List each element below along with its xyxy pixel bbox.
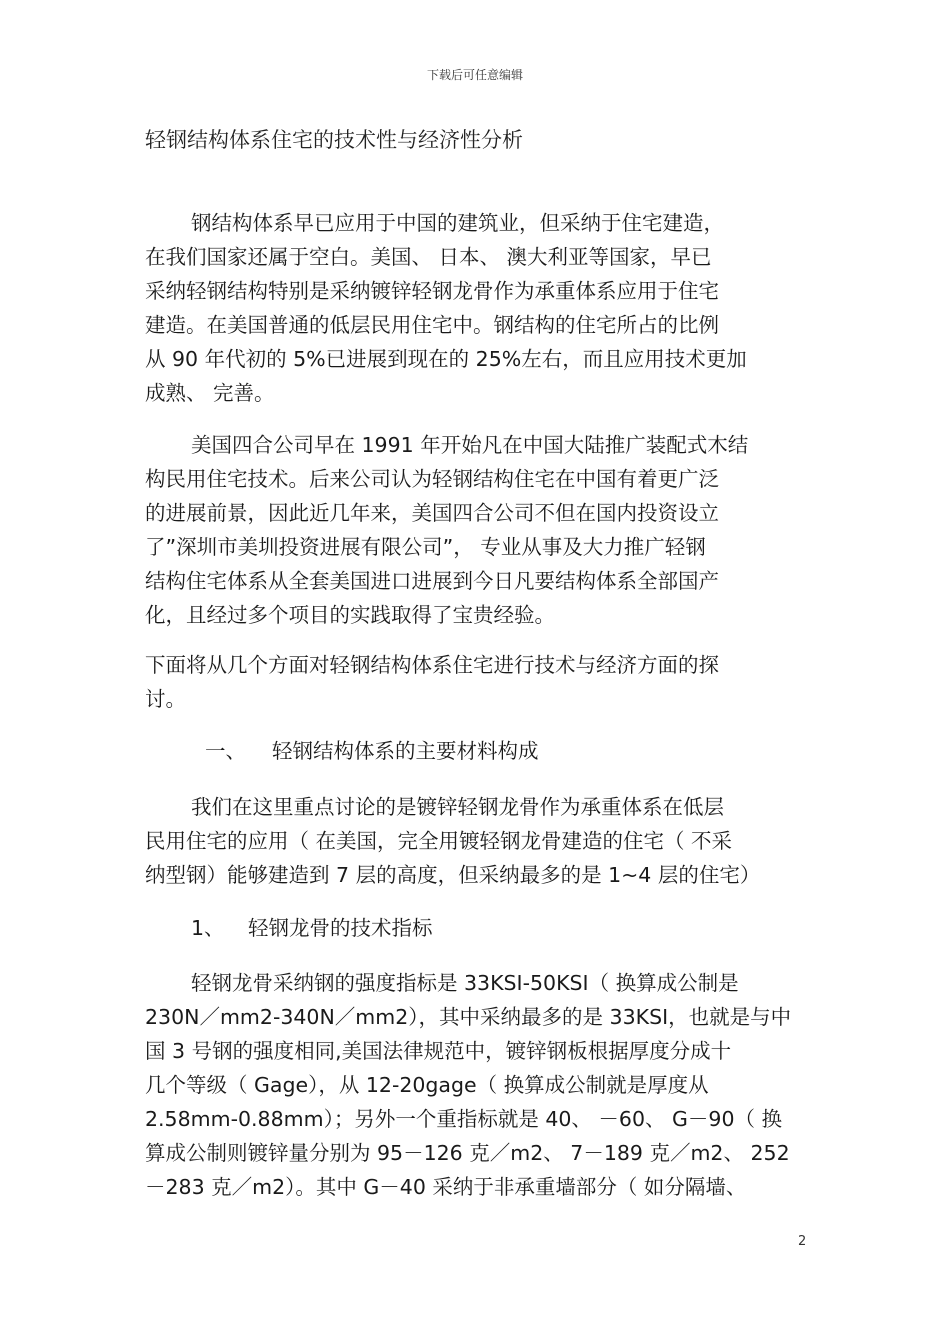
paragraph-line: 从 90 年代初的 5%已进展到现在的 25%左右，而且应用技术更加: [145, 347, 747, 371]
paragraph-line: 在我们国家还属于空白。美国、 日本、 澳大利亚等国家，早已: [145, 245, 712, 269]
paragraph-line: 采纳轻钢结构特别是采纳镀锌轻钢龙骨作为承重体系应用于住宅: [145, 279, 719, 303]
paragraph-line: 几个等级（ Gage），从 12-20gage（ 换算成公制就是厚度从: [145, 1073, 709, 1097]
paragraph-technical-specs: [145, 966, 815, 1204]
paragraph-line: 下面将从几个方面对轻钢结构体系住宅进行技术与经济方面的探: [145, 653, 719, 677]
paragraph-line: 纳型钢）能够建造到 7 层的高度，但采纳最多的是 1~4 层的住宅）: [145, 863, 761, 887]
section-number: 一、: [205, 739, 246, 763]
section-title: 轻钢结构体系的主要材料构成: [272, 739, 539, 763]
paragraph-line: 结构住宅体系从全套美国进口进展到今日凡要结构体系全部国产: [145, 569, 719, 593]
paragraph-line: 了”深圳市美圳投资进展有限公司”， 专业从事及大力推广轻钢: [145, 535, 706, 559]
paragraph-line: 建造。在美国普通的低层民用住宅中。钢结构的住宅所占的比例: [145, 313, 719, 337]
paragraph-materials: [145, 790, 815, 892]
paragraph-line: 构民用住宅技术。后来公司认为轻钢结构住宅在中国有着更广泛: [145, 467, 719, 491]
section-heading: [205, 734, 539, 768]
paragraph-line: 轻钢龙骨采纳钢的强度指标是 33KSI-50KSI（ 换算成公制是: [191, 971, 739, 995]
paragraph-line: 的进展前景，因此近几年来，美国四合公司不但在国内投资设立: [145, 501, 719, 525]
subsection-title: 轻钢龙骨的技术指标: [248, 916, 433, 940]
paragraph-line: 钢结构体系早已应用于中国的建筑业，但采纳于住宅建造，: [191, 211, 724, 235]
paragraph-line: 民用住宅的应用（ 在美国，完全用镀轻钢龙骨建造的住宅（ 不采: [145, 829, 733, 853]
paragraph-company: [145, 428, 815, 632]
paragraph-intro: [145, 206, 815, 410]
paragraph-line: 化，且经过多个项目的实践取得了宝贵经验。: [145, 603, 555, 627]
paragraph-line: 成熟、 完善。: [145, 381, 275, 405]
paragraph-line: 国 3 号钢的强度相同,美国法律规范中，镀锌钢板根据厚度分成十: [145, 1039, 732, 1063]
paragraph-line: －283 克／m2）。其中 G－40 采纳于非承重墙部分（ 如分隔墙、: [145, 1175, 747, 1199]
paragraph-line: 230N／mm2-340N／mm2），其中采纳最多的是 33KSI，也就是与中: [145, 1005, 792, 1029]
document-title: 轻钢结构体系住宅的技术性与经济性分析: [145, 128, 523, 152]
paragraph-line: 算成公制则镀锌量分别为 95－126 克／m2、 7－189 克／m2、 252: [145, 1141, 790, 1165]
paragraph-line: 2.58mm-0.88mm）；另外一个重指标就是 40、 －60、 G－90（ 换: [145, 1107, 783, 1131]
paragraph-line: 我们在这里重点讨论的是镀锌轻钢龙骨作为承重体系在低层: [191, 795, 724, 819]
page-header: 下载后可任意编辑: [426, 68, 523, 82]
paragraph-line: 讨。: [145, 687, 186, 711]
subsection-number: 1、: [191, 916, 225, 940]
subsection-heading: [191, 911, 433, 945]
page-number: 2: [798, 1234, 807, 1249]
paragraph-line: 美国四合公司早在 1991 年开始凡在中国大陆推广装配式木结: [191, 433, 749, 457]
paragraph-discussion: [145, 648, 815, 716]
